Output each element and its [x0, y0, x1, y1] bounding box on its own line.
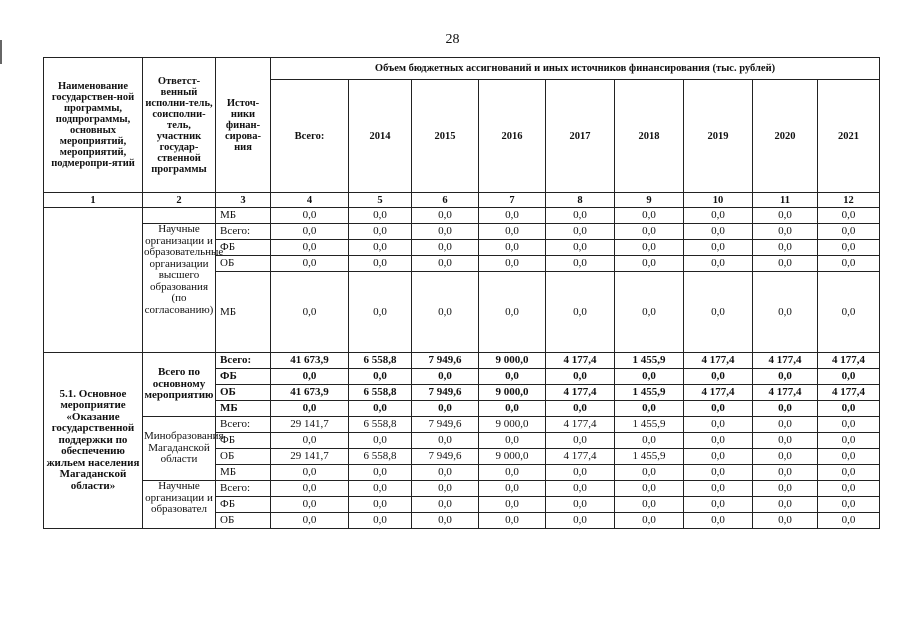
value-cell: 1 455,9	[615, 353, 684, 369]
column-number: 8	[546, 193, 615, 208]
value-cell: 9 000,0	[479, 353, 546, 369]
column-number: 3	[216, 193, 271, 208]
value-cell: 0,0	[615, 513, 684, 529]
value-cell: 0,0	[684, 465, 753, 481]
source-cell: ФБ	[216, 497, 271, 513]
value-cell: 0,0	[349, 256, 412, 272]
value-cell: 0,0	[818, 224, 880, 240]
value-cell: 0,0	[271, 208, 349, 224]
value-cell: 4 177,4	[684, 353, 753, 369]
value-cell: 0,0	[271, 224, 349, 240]
value-cell: 4 177,4	[753, 353, 818, 369]
value-cell: 0,0	[349, 208, 412, 224]
column-number: 6	[412, 193, 479, 208]
value-cell: 0,0	[349, 465, 412, 481]
value-cell: 0,0	[753, 513, 818, 529]
value-cell: 7 949,6	[412, 385, 479, 401]
value-cell: 0,0	[684, 497, 753, 513]
value-cell: 0,0	[271, 369, 349, 385]
value-cell: 7 949,6	[412, 449, 479, 465]
value-cell: 0,0	[546, 513, 615, 529]
value-cell: 41 673,9	[271, 385, 349, 401]
source-cell: Всего:	[216, 353, 271, 369]
value-cell: 0,0	[684, 272, 753, 353]
value-cell: 0,0	[479, 481, 546, 497]
value-cell: 0,0	[753, 369, 818, 385]
value-cell: 6 558,8	[349, 417, 412, 433]
value-cell: 0,0	[349, 513, 412, 529]
value-cell: 0,0	[684, 256, 753, 272]
value-cell: 0,0	[271, 513, 349, 529]
budget-table	[43, 57, 880, 529]
source-cell: ОБ	[216, 385, 271, 401]
value-cell: 41 673,9	[271, 353, 349, 369]
source-cell: ФБ	[216, 433, 271, 449]
value-cell: 0,0	[349, 401, 412, 417]
value-cell: 0,0	[412, 256, 479, 272]
value-cell: 0,0	[615, 401, 684, 417]
value-cell: 0,0	[479, 208, 546, 224]
value-cell: 0,0	[684, 369, 753, 385]
value-cell: 7 949,6	[412, 353, 479, 369]
value-cell: 6 558,8	[349, 353, 412, 369]
value-cell: 0,0	[412, 272, 479, 353]
value-cell: 0,0	[818, 449, 880, 465]
value-cell: 0,0	[546, 256, 615, 272]
executor-cell	[143, 208, 216, 224]
value-cell: 29 141,7	[271, 449, 349, 465]
value-cell: 0,0	[546, 369, 615, 385]
value-cell: 0,0	[271, 401, 349, 417]
value-cell: 0,0	[271, 465, 349, 481]
value-cell: 0,0	[412, 240, 479, 256]
value-cell: 0,0	[546, 497, 615, 513]
value-cell: 0,0	[818, 497, 880, 513]
header-year: 2019	[684, 80, 753, 193]
value-cell: 0,0	[818, 513, 880, 529]
value-cell: 0,0	[615, 497, 684, 513]
value-cell: 0,0	[271, 256, 349, 272]
value-cell: 0,0	[271, 433, 349, 449]
value-cell: 0,0	[615, 208, 684, 224]
value-cell: 0,0	[479, 272, 546, 353]
value-cell: 0,0	[753, 224, 818, 240]
value-cell: 0,0	[684, 433, 753, 449]
value-cell: 0,0	[753, 208, 818, 224]
value-cell: 0,0	[412, 224, 479, 240]
value-cell: 0,0	[753, 449, 818, 465]
table-row	[44, 353, 880, 369]
value-cell: 1 455,9	[615, 449, 684, 465]
value-cell: 0,0	[479, 256, 546, 272]
value-cell: 0,0	[753, 401, 818, 417]
value-cell: 0,0	[412, 465, 479, 481]
value-cell: 9 000,0	[479, 449, 546, 465]
column-number: 5	[349, 193, 412, 208]
source-cell: МБ	[216, 401, 271, 417]
value-cell: 0,0	[818, 369, 880, 385]
value-cell: 0,0	[684, 208, 753, 224]
value-cell: 0,0	[753, 272, 818, 353]
value-cell: 6 558,8	[349, 449, 412, 465]
value-cell: 0,0	[412, 497, 479, 513]
value-cell: 0,0	[546, 224, 615, 240]
value-cell: 0,0	[271, 481, 349, 497]
value-cell: 4 177,4	[546, 449, 615, 465]
executor-cell: Научные организации и образовател	[143, 481, 216, 529]
value-cell: 0,0	[684, 513, 753, 529]
value-cell: 0,0	[271, 240, 349, 256]
value-cell: 0,0	[479, 433, 546, 449]
value-cell: 4 177,4	[818, 353, 880, 369]
value-cell: 0,0	[271, 497, 349, 513]
header-year: 2018	[615, 80, 684, 193]
source-cell: МБ	[216, 465, 271, 481]
value-cell: 0,0	[615, 272, 684, 353]
source-cell: Всего:	[216, 481, 271, 497]
value-cell: 0,0	[412, 369, 479, 385]
value-cell: 4 177,4	[684, 385, 753, 401]
value-cell: 0,0	[412, 433, 479, 449]
value-cell: 0,0	[546, 272, 615, 353]
value-cell: 0,0	[412, 401, 479, 417]
value-cell: 0,0	[349, 240, 412, 256]
value-cell: 29 141,7	[271, 417, 349, 433]
value-cell: 0,0	[753, 481, 818, 497]
value-cell: 0,0	[479, 240, 546, 256]
value-cell: 0,0	[753, 240, 818, 256]
column-number: 1	[44, 193, 143, 208]
activity-name-cell: 5.1. Основное мероприятие «Оказание государственной поддержки по обеспечению жильем населения Магаданской области»	[44, 353, 143, 529]
value-cell: 0,0	[615, 224, 684, 240]
value-cell: 6 558,8	[349, 385, 412, 401]
value-cell: 0,0	[349, 369, 412, 385]
column-number: 10	[684, 193, 753, 208]
value-cell: 0,0	[349, 497, 412, 513]
header-funding-group: Объем бюджетных ассигнований и иных источников финансирования (тыс. рублей)	[271, 58, 880, 80]
value-cell: 0,0	[546, 433, 615, 449]
value-cell: 1 455,9	[615, 385, 684, 401]
value-cell: 0,0	[412, 208, 479, 224]
value-cell: 0,0	[615, 481, 684, 497]
value-cell: 4 177,4	[546, 417, 615, 433]
source-cell: Всего:	[216, 224, 271, 240]
value-cell: 0,0	[753, 497, 818, 513]
value-cell: 0,0	[753, 256, 818, 272]
value-cell: 0,0	[818, 417, 880, 433]
header-year: 2020	[753, 80, 818, 193]
value-cell: 0,0	[684, 417, 753, 433]
header-year: 2021	[818, 80, 880, 193]
value-cell: 0,0	[349, 481, 412, 497]
value-cell: 0,0	[349, 433, 412, 449]
value-cell: 0,0	[615, 256, 684, 272]
value-cell: 7 949,6	[412, 417, 479, 433]
value-cell: 0,0	[546, 208, 615, 224]
executor-cell: Научные организации и образовательные организации высшего образования (по согласованию)	[143, 224, 216, 353]
value-cell: 0,0	[818, 481, 880, 497]
value-cell: 0,0	[615, 433, 684, 449]
value-cell: 0,0	[271, 272, 349, 353]
header-executor: Ответст-венный исполни-тель, соисполни-тель, участник государ-ственной программы	[143, 58, 216, 193]
header-year: 2015	[412, 80, 479, 193]
value-cell: 0,0	[615, 240, 684, 256]
executor-cell: Всего по основному мероприятию	[143, 353, 216, 417]
value-cell: 0,0	[684, 240, 753, 256]
value-cell: 0,0	[753, 465, 818, 481]
value-cell: 1 455,9	[615, 417, 684, 433]
value-cell: 0,0	[684, 401, 753, 417]
value-cell: 0,0	[684, 449, 753, 465]
value-cell: 0,0	[684, 481, 753, 497]
value-cell: 0,0	[818, 433, 880, 449]
value-cell: 0,0	[818, 256, 880, 272]
value-cell: 0,0	[753, 433, 818, 449]
header-source: Источ-ники финан-сирова-ния	[216, 58, 271, 193]
value-cell: 0,0	[479, 465, 546, 481]
source-cell: ОБ	[216, 449, 271, 465]
header-year: 2017	[546, 80, 615, 193]
value-cell: 0,0	[479, 513, 546, 529]
value-cell: 4 177,4	[753, 385, 818, 401]
column-number: 9	[615, 193, 684, 208]
value-cell: 0,0	[546, 481, 615, 497]
value-cell: 0,0	[818, 465, 880, 481]
column-number: 2	[143, 193, 216, 208]
value-cell: 0,0	[546, 465, 615, 481]
value-cell: 0,0	[818, 401, 880, 417]
value-cell: 0,0	[818, 240, 880, 256]
executor-cell: Минобразования Магаданской области	[143, 417, 216, 481]
table-row	[44, 224, 880, 240]
table-row	[44, 417, 880, 433]
name-cell	[44, 208, 143, 353]
column-number: 7	[479, 193, 546, 208]
header-name: Наименование государствен-ной программы, подпрограммы, основных мероприятий, мероприятий, подмеропри-ятий	[44, 58, 143, 193]
source-cell: МБ	[216, 208, 271, 224]
value-cell: 9 000,0	[479, 417, 546, 433]
header-year: 2014	[349, 80, 412, 193]
header-year: 2016	[479, 80, 546, 193]
value-cell: 4 177,4	[818, 385, 880, 401]
column-number-row	[44, 193, 880, 208]
value-cell: 4 177,4	[546, 353, 615, 369]
column-number: 4	[271, 193, 349, 208]
value-cell: 0,0	[546, 401, 615, 417]
source-cell: МБ	[216, 272, 271, 353]
value-cell: 0,0	[479, 497, 546, 513]
value-cell: 0,0	[546, 240, 615, 256]
value-cell: 0,0	[615, 369, 684, 385]
value-cell: 0,0	[479, 401, 546, 417]
header-total: Всего:	[271, 80, 349, 193]
table-row	[44, 208, 880, 224]
value-cell: 9 000,0	[479, 385, 546, 401]
source-cell: ОБ	[216, 513, 271, 529]
value-cell: 0,0	[615, 465, 684, 481]
value-cell: 0,0	[818, 272, 880, 353]
column-number: 11	[753, 193, 818, 208]
value-cell: 0,0	[349, 224, 412, 240]
value-cell: 0,0	[753, 417, 818, 433]
table-body	[44, 208, 880, 529]
value-cell: 4 177,4	[546, 385, 615, 401]
value-cell: 0,0	[479, 224, 546, 240]
value-cell: 0,0	[412, 513, 479, 529]
column-number: 12	[818, 193, 880, 208]
source-cell: ОБ	[216, 256, 271, 272]
source-cell: ФБ	[216, 240, 271, 256]
source-cell: ФБ	[216, 369, 271, 385]
value-cell: 0,0	[818, 208, 880, 224]
source-cell: Всего:	[216, 417, 271, 433]
value-cell: 0,0	[479, 369, 546, 385]
page-number: 28	[445, 32, 460, 47]
value-cell: 0,0	[412, 481, 479, 497]
value-cell: 0,0	[349, 272, 412, 353]
table-row	[44, 481, 880, 497]
value-cell: 0,0	[684, 224, 753, 240]
